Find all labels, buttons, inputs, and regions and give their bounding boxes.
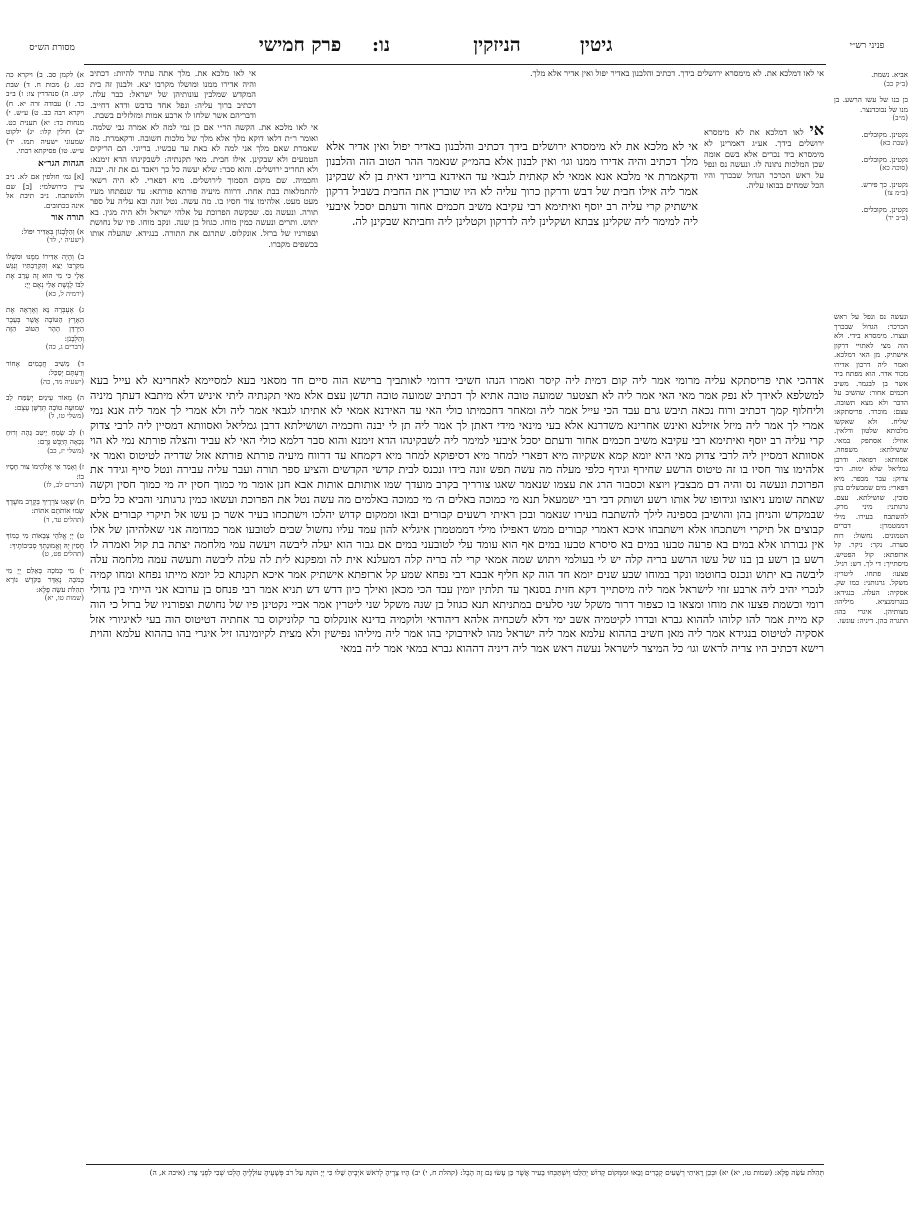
right-margin-title: פניני רש״י: [849, 41, 885, 51]
verse: ז) וְאָמַר אֵי אֱלֹהֵימוֹ צוּר חָסָיוּ בוֹ: (דברים לב, לז): [6, 462, 84, 489]
footer-rule: [86, 1164, 824, 1165]
gemara-text-block-1: אי לא מלכא את לא מימסרא ירושלים בידך דכתיב והלבנון באדיר יפול ואין אדיר אלא מלך דכתיב והיה אדירו ממנו וגו׳ ואין לבנון אלא בהמ״ק שנאמר ההר הטוב הזה והלבנון ודקאמרת אי מלכא אנא אמאי לא קאתית לגבאי עד האידנא בריוני דאית בן לא שבקינן אמר ליה אילו חבית של דבש ודרקון כרוך עליה לא היו שוברין את החבית בשביל דרקון אישתיק קרי עליה רב יוסף ואיתימא רבי עקיבא משיב חכמים אחור ודעתם יסכל איבעי ליה למימר ליה שקלינן צבתא ושקלינן ליה לדרקון וקטלינן ליה וחביתא שבקינן לה.: [326, 140, 698, 228]
verse: ו) לֵב שָׂמֵחַ יֵיטִב גֵּהָה וְרוּחַ נְכֵאָה תְּיַבֶּשׁ גָּרֶם: (משלי יז, כב): [6, 427, 84, 455]
right-margin-notes: [834, 70, 908, 310]
rashi-margin-column: ונעשה נס ונפל על ראש הכרכר: הגדול שבכרך ועצרו. מימסרא בידי. ולא הוה מצי לאתויי דרקון אישתיק. מן האי דמלכא. ואמר ליה דרכון אדירו מכור אדר. הוא מפתח ביד אשר בן לבגמר. משיב חכמים אחור: שהשיב על הדבר ולא מצא תשובה. עצם: מוכרד. פריסתקא: שליח. ולא שאקשו מלכותא שלטון ודלאין. אוזיל: אסתפק במאי. שושילתא: משפחה. אסוותא: רפואה. ודרבן גמליאל שלא ימות. רבי צדוק: עבר מכפר. מיא דפארי: מים שמבשלים בהן סובין. שושילתא. עצם. גרגותני: מיני מרק. להשתבח בעירו. מילי דממטמרן: דברים הטמונים. נחשול: רוח סערה. נקר: ניקר. קל ארזפתא: קול הפטיש. מיסתייך: די לך. דש: רגיל. פצעו: פתחו. ליטרין: משקל. גרגותני: כמו שק. אסקיה: העלה. בנגידא: בנגרומנציא. מיליהו: מצותיהן. איגרי בהו: התגרה בהן. דיניה: עונשו.: [834, 312, 908, 625]
right-note: בן בנו של עשו הרשע. בן מנו של נבוכדנצר. (מ״ב): [834, 95, 908, 122]
right-note: אביא. נשמת. (ב״ק כב): [871, 70, 908, 88]
verse: ג) אֶעְבְּרָה נָּא וְאֶרְאֶה אֶת הָאָרֶץ הַטּוֹבָה אֲשֶׁר בְּעֵבֶר הַיַּרְדֵּן הָהָר הַטּוֹב הַזֶּה וְהַלְּבָנֹן: (דברים ג, כה): [6, 305, 84, 351]
verse: ד) מֵשִׁיב חֲכָמִים אָחוֹר וְדַעְתָּם יְסַכֵּל: (ישעיה מד, כה): [6, 358, 84, 386]
tosafot-column: אי לאו מלכא את. הקשה הר״י אם כן נמי למה לא אמרה גבי שלמה. ואומר ר״ת דלאו דוקא מלך אלא מלך של מלכות חשובה. ודקאמרת. מה שאמרת שאם מלך אני למה לא באת עד עכשיו. בריוני. הם הריקים הטמעים ולא שבקינן. אילו חבית. מאי תקנתיה: לשבקינהו הדא זימנא: ולא תחריב ירושלים. והוא סבר: שלא יעשה כל כך ויאבד גם את זה. יבנה וחכמיה. שם מקום הסמוך לירושלים. מיא דפארי. לא היה רשאי להתמלאות בבת אחת. דרווח מיעיה פורתא פורתא: עד שנפתחו מעיו מעט מעט. אלהימו צור חסיו בו. מה עשה. נטל זונה ובא עליה על ספר תורה. ונעשה נס. שבקשה הפרוכת על אלהי ישראל ולא היה מגין. בא יתוש. ותרים ונעשה כמין מוחו. כגוזל בן שנה. ונקב מוחו. פיו של נחושת וצפורניו של ברזל. אונקלוס. שתרגם את התורה. בנגידא. שהעלה אותו בכשפים מקברו.: [90, 122, 318, 249]
tractate-name: גיטין: [580, 34, 613, 56]
right-note: נקטינן. מקובלים. (ב״ב יד): [861, 204, 908, 222]
verse: ח) שָׁאֲגוּ צֹרְרֶיךָ בְּקֶרֶב מוֹעֲדֶךָ שָׂמוּ אוֹתֹתָם אֹתוֹת: (תהלים עד, ד): [6, 496, 84, 524]
masoret-text: א) לקמן סב. ב) ויקרא כה כט. ג) מכות ח. ד) שבת קיט. ה) סנהדרין צו: ו) ב״ב כד. ז) עבודה זרה יא. ח) ויקרא רבה כב. ט) ע״ש. י) מנחות כד: יא) תענית כט. יב) חולין קלו: יג) ילקוט שמעוני ישעיה תמז. יד) ע״ש. טו) פסיקתא רבתי.: [6, 70, 84, 155]
right-note: נקטינן. כך פירש. (ב״מ צז): [860, 179, 908, 197]
gloss-text: [א] גמ׳ חולפין אם לא. נ״ב עיין בירושלמי: [ב] שם ולהשתבח. נ״ב תיבת אל אינה בכתובים.: [6, 172, 84, 210]
verse: א) וְהַלְּבָנוֹן בְּאַדִּיר יִפּוֹל: (ישעיה י, לד): [21, 226, 84, 244]
verse: ה) מְאוֹר עֵינַיִם יְשַׂמַּח לֵב שְׁמוּעָה טוֹבָה תְּדַשֶּׁן עָצֶם: (משלי טו, ל): [6, 393, 84, 420]
folio-number: נו:: [372, 34, 391, 56]
footer-verses: תְּהִלֹּת עֹשֵׂה פֶלֶא: (שמות טו, יא) יא) וּבְכֵן רָאִיתִי רְשָׁעִים קְבֻרִים וָבָאוּ וּמִמְּקוֹם קָדוֹשׁ יְהַלֵּכוּ וְיִשְׁתַּכְּחוּ בָעִיר אֲשֶׁר כֵּן עָשׂוּ גַּם זֶה הָבֶל: (קהלת ח, י) יב) הָיוּ צָרֶיהָ לְרֹאשׁ אֹיְבֶיהָ שָׁלוּ כִּי יְיָ הוֹגָהּ עַל רֹב פְּשָׁעֶיהָ עוֹלָלֶיהָ הָלְכוּ שְׁבִי לִפְנֵי צָר: (איכה א, ה): [149, 1168, 824, 1177]
intro-text: לאו דמלכא את לא מימסרא ירושלים בידך. אע״ג דאמרינן לא מימסרא ביד נכרים אלא בשם אומה שכן המלכות נתונה לו. ונעשה נס ונפל על ראש הכרכר הגדול שבכרך והיו הכל שמחים בבואו עליה.: [704, 127, 824, 191]
rashi-intro-block: [704, 122, 824, 362]
left-margin-title: מסורת הש״ס: [29, 43, 75, 53]
chapter-name: הניזקין: [473, 34, 521, 56]
tosafot-top: אי לאו מלכא את. מלך אתה עתיד להיות: דכתיב והיה אדירו ממנו ומושלו מקרבו יצא. ולבנון זה בית המקדש שמלבין עונותיהן של ישראל: כבר עלה. דכתיב ברוך עליה: ונפל אחד בדבש ודדא דחייב. ודבריהם אשר שלחו לו ארבע אמות ומזלזלים בשבת.: [90, 68, 256, 120]
verse: ט) יְיָ אֱלֹהֵי צְבָאוֹת מִי כָמוֹךָ חֲסִין יָהּ וֶאֱמוּנָתְךָ סְבִיבוֹתֶיךָ: (תהלים פט, ט): [6, 531, 84, 558]
header-rule: [84, 64, 826, 65]
rashi-top: אי לאו דמלכא את. לא מימסרא ירושלים בידך. דכתיב והלבנון באדיר יפול ואין אדיר אלא מלך.: [530, 68, 824, 78]
right-note: נקטינן. מקובלים. (סוכה כא): [861, 154, 908, 172]
verse: ב) וְהָיָה אַדִּירוֹ מִמֶּנּוּ וּמשְׁלוֹ מִקִּרְבּוֹ יֵצֵא וְהִקְרַבְתִּיו וְנִגַּשׁ אֵלָי כִּי מִי הוּא זֶה עָרַב אֶת לִבּוֹ לָגֶשֶׁת אֵלַי נְאֻם יְיָ: (ירמיה ל, כא): [6, 251, 84, 298]
gloss-title: הגהות הגר״א: [37, 158, 84, 169]
intro-lead-word: אי: [809, 122, 824, 139]
verse: י) מִי כָמֹכָה בָּאֵלִם יְיָ מִי כָּמֹכָה נֶאְדָּר בַּקֹּדֶשׁ נוֹרָא תְהִלֹּת עֹשֵׂה פֶלֶא: (שמות טו, יא): [6, 565, 84, 602]
right-note: נקטינן. מקובלים. (שבת כא): [861, 129, 908, 147]
perek-title: פרק חמישי: [258, 34, 342, 56]
left-margin-notes: [6, 70, 84, 1160]
page-header: [0, 34, 914, 62]
torah-or-title: תורה אור: [50, 213, 84, 223]
gemara-text-block-2: אדהכי אתי פריסתקא עליה מרומי אמר ליה קום דמית ליה קיסר ואמרו הנהו חשיבי דרומי לאותביך ברישא הוה סיים חד מסאני בעא למסיימא לאחרינא לא עייל בעא למשלפא לאידך לא נפק אמר מאי האי אמר ליה לא תצטער שמועה טובה אתיא לך דכתיב שמועה טובה תדשן עצם אלא מאי תקנתיה ליתי איניש דלא מיתבא דעתך מיניה וליחלוף קמך דכתיב ורוח נכאה תיבש גרם עבד הכי עייל אמר ליה ומאחר דחכמיתו כולי האי עד האידנא אמאי לא אתיתו לגבאי אמר ליה ולא אמרי לך אמר ליה אנא נמי אמרי לך אמר ליה מיזל אזילנא ואינש אחרינא משדרנא אלא בעי מינאי מידי דאתן לך אמר ליה תן לי יבנה וחכמיה ושושילתא דרבן גמליאל ואסוותא דמסיין ליה לרבי צדוק קרי עליה רב יוסף ואיתימא רבי עקיבא משיב חכמים אחור ודעתם יסכל איבעי למימר ליה לשבקינהו הדא זימנא והוא סבר דלמא כולי האי לא עביד והצלה פורתא נמי לא הוי אסוותא דמסיין ליה לרבי צדוק מאי היא יומא קמא אשקיוה מיא דפארי למחר מיא דסיפוקא למחר מיא דקמחא עד דרווח מיעיה פורתא פורתא אזל שדריה לטיטוס ואמר אי אלהימו צור חסיו בו זה טיטוס הרשע שחירף וגידף כלפי מעלה מה עשה תפש זונה בידו ונכנס לבית קדשי הקדשים והציע ספר תורה ועבר עליה עבירה ונטל סייף וגידר את הפרוכת ונעשה נס והיה דם מבצבץ ויוצא וכסבור הרג את עצמו שנאמר שאגו צורריך בקרב מועדך שמו אותותם אותות אבא חנן אומר מי כמוך חסין יה מי כמוך חסין וקשה שאתה שומע ניאוצו וגידופו של אותו רשע ושותק דבי רבי ישמעאל תנא מי כמוכה באלים ה׳ מי כמוכה באלמים מה עשה נטל את הפרוכת ועשאו כמין גרגותני והביא כל כלים שבמקדש והניחן בהן והושיבן בספינה לילך להשתבח בעירו שנאמר ובכן ראיתי רשעים קבורים ובאו וממקום קדוש יהלכו וישתכחו בעיר אשר כן עשו אל תיקרי קבורים אלא קבוצים אל תיקרי וישתכחו אלא וישתבחו איכא דאמרי קבורים ממש דאפילו מילי דממטמרן איגליא להון עמד עליו נחשול שבים לטובעו אמר כמדומה אני שאלהיהן של אלו אין גבורתו אלא במים בא פרעה טבעו במים בא סיסרא טבעו במים אף הוא עומד עלי לטובעני במים אם גבור הוא יעלה ליבשה ויעשה עמי מלחמה יצתה בת קול ואמרה לו רשע בן רשע בן בנו של עשו הרשע בריה קלה יש לי בעולמי ויתוש שמה אמאי קרי לה בריה קלה דמעלנא אית לה ומפקנא לית לה עלה ליבשה ותעשה עמה מלחמה עלה ליבשה בא יתוש ונכנס בחוטמו ונקר במוחו שבע שנים יומא חד הוה קא חליף אבבא דבי נפחא שמע קל ארזפתא אישתיק אמר איכא תקנתא כל יומא מייתו נפחא ומחו קמיה לנכרי יהיב ליה ארבע זוזי לישראל אמר ליה מיסתייך דקא חזית בסנאך עד תלתין יומין עבד הכי מכאן ואילך כיון דדש דש תניא אמר רבי פנחס בן ערובא אני הייתי בין גדולי רומי וכשמת פצעו את מוחו ומצאו בו כצפור דרור משקל שני סלעים במתניתא תנא כגוזל בן שנה משקל שני ליטרין אמר אביי נקטינן פיו של נחושת וצפורניו של ברזל כי הוה קא מיית אמר להו קלוהו לההוא גברא ובדרו לקיטמיה אשב ימי דלא לשכחיה אלהא דיהודאי ולוקמיה בדינא אונקלוס בר קלוניקוס בר אחתיה דטיטוס הוה בעי לאיגיורי אזל אסקיה לטיטוס בנגידא אמר ליה מאן חשיב בההוא עלמא אמר ליה ישראל מהו לאידבוקי בהו אמר ליה מיליהו נפישין ולא מצית לקיומינהו זיל איגרי בהו בההוא עלמא והוית רישא דכתיב היו צריה לראש וגו׳ כל המיצר לישראל נעשה ראש אמר ליה דיניה דההוא גברא במאי אמר ליה במאי: [90, 374, 824, 656]
